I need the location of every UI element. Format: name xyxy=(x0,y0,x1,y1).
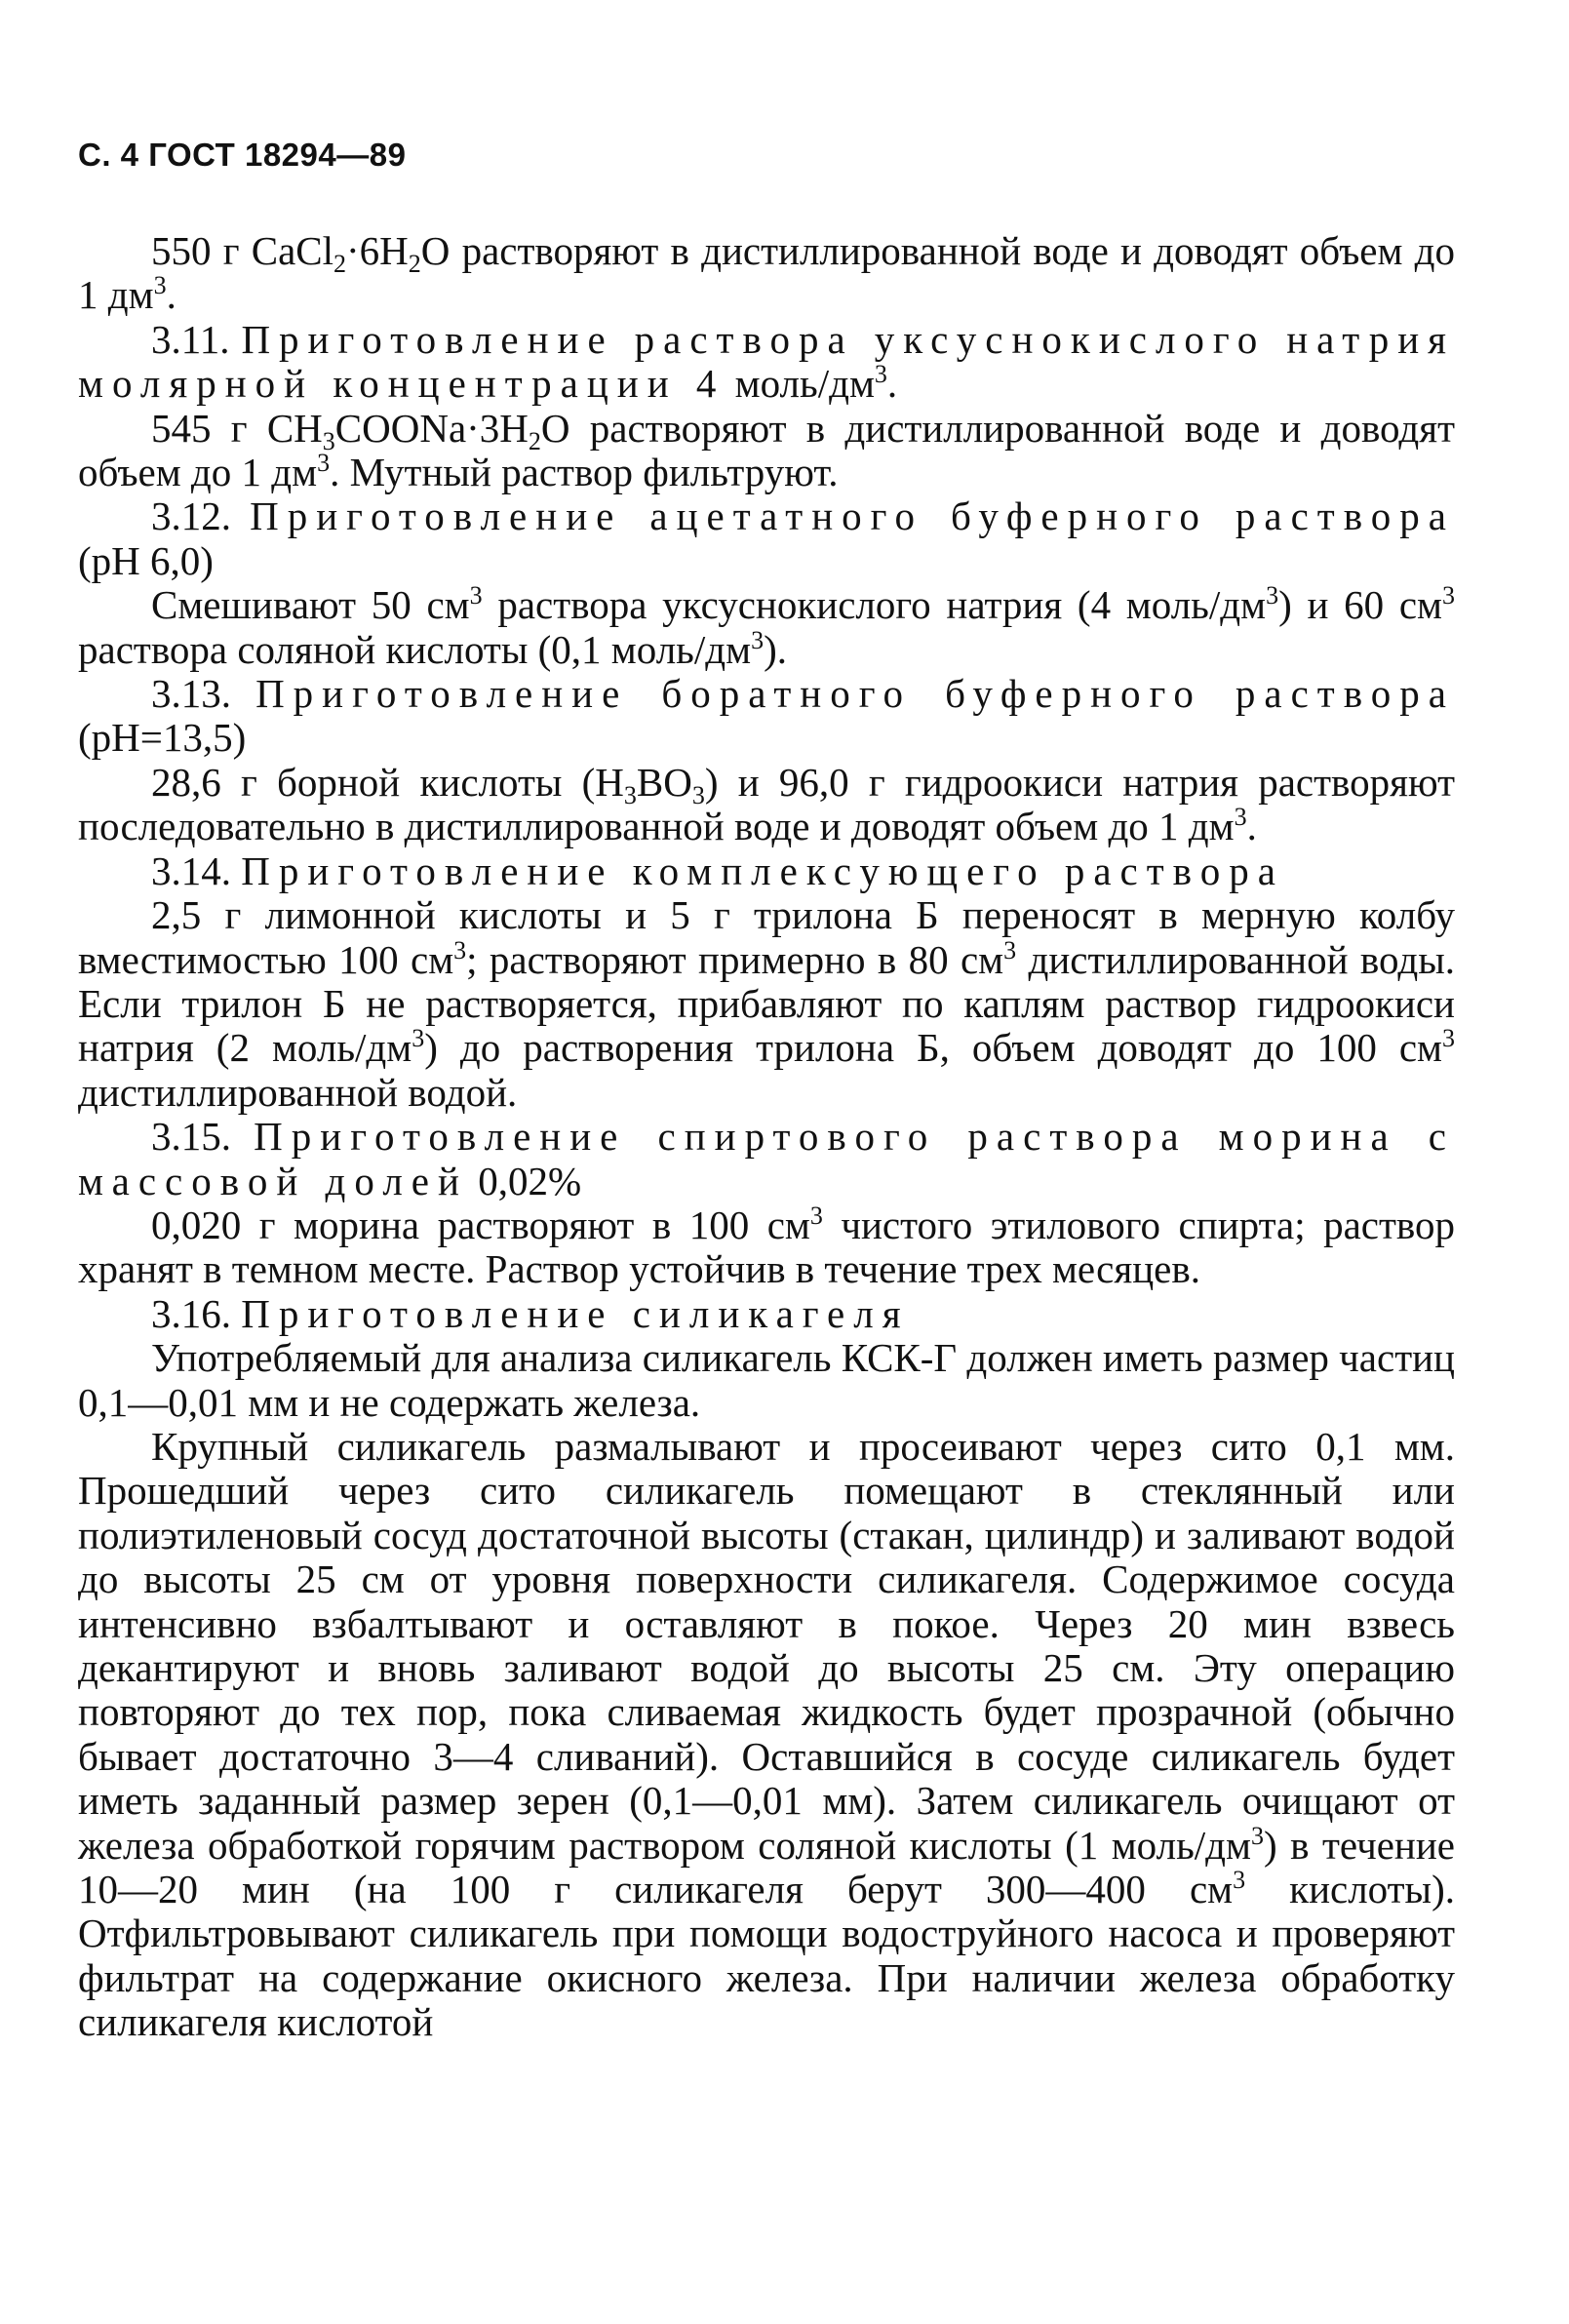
section-3-13-heading xyxy=(78,672,1455,761)
text-run: Смешивают 50 см xyxy=(151,582,470,628)
subscript: 3 xyxy=(623,780,637,809)
page-header: С. 4 ГОСТ 18294—89 xyxy=(78,137,407,173)
subscript: 2 xyxy=(408,250,421,278)
superscript: 3 xyxy=(412,1024,425,1053)
text-run: BO xyxy=(636,759,692,805)
paragraph-acetate-buffer xyxy=(78,583,1455,672)
text-run: ). xyxy=(764,626,787,672)
superscript: 3 xyxy=(153,271,167,300)
text-run: дистиллированной водой. xyxy=(78,1069,518,1115)
superscript: 3 xyxy=(874,360,887,389)
text-run: 0,02% xyxy=(467,1158,582,1203)
section-title: Приготовление раствора уксуснокислого натрия молярной концентрации 4 xyxy=(78,316,1455,407)
section-number: 3.12. xyxy=(151,493,231,539)
text-run: O растворяют в дистиллированной воде и доводят объем до 1 дм xyxy=(78,405,1455,495)
text-run: Крупный силикагель размалывают и просеивают через сито 0,1 мм. Прошедший через сито силикагель помещают в стеклянный или полиэтиленовый сосуд достаточной высоты (стакан, цилиндр) и заливают водой до высоты 25 см от уровня поверхности силикагеля. Содержимое сосуда интенсивно взбалтывают и оставляют в покое. Через 20 мин взвесь декантируют и вновь заливают водой до высоты 25 см. Эту операцию повторяют до тех пор, пока сливаемая жидкость будет прозрачной (обычно бывает достаточно 3—4 сливаний). Оставшийся в сосуде силикагель будет иметь заданный размер зерен (0,1—0,01 мм). Затем силикагель очищают от железа обработкой горячим раствором соляной кислоты (1 моль/дм xyxy=(78,1423,1455,1868)
subscript: 2 xyxy=(333,250,346,278)
superscript: 3 xyxy=(751,625,765,654)
section-number: 3.16. xyxy=(151,1290,231,1336)
text-run: моль/дм xyxy=(725,361,875,407)
text-run: 545 г CH xyxy=(151,405,323,451)
document-body xyxy=(78,229,1455,2045)
text-run: 28,6 г борной кислоты (H xyxy=(151,759,624,805)
text-run: 550 г CaCl xyxy=(151,228,333,273)
section-3-14-heading xyxy=(78,849,1455,893)
paragraph-cacl2 xyxy=(78,229,1455,318)
section-title: Приготовление силикагеля xyxy=(241,1290,910,1336)
superscript: 3 xyxy=(1442,581,1455,611)
paragraph-complexing-solution xyxy=(78,893,1455,1115)
text-run: ; растворяют примерно в 80 см xyxy=(466,936,1004,982)
text-run: ) и 60 см xyxy=(1278,582,1442,628)
section-title: Приготовление боратного буферного раствора xyxy=(255,671,1455,717)
text-run: дистиллированной воды. Если трилон Б не растворяется, прибавляют по каплям раствор гидроокиси натрия (2 моль/дм xyxy=(78,936,1455,1071)
text-run: раствора соляной кислоты (0,1 моль/дм xyxy=(78,626,752,672)
superscript: 3 xyxy=(809,1201,823,1230)
text-run: . Мутный раствор фильтруют. xyxy=(330,450,839,495)
text-run: ) до растворения трилона Б, объем доводят до 100 см xyxy=(424,1025,1442,1071)
superscript: 3 xyxy=(453,935,467,965)
superscript: 3 xyxy=(1003,935,1017,965)
text-run: (pH=13,5) xyxy=(78,715,247,761)
text-run: . xyxy=(886,361,898,407)
subscript: 3 xyxy=(322,426,335,455)
paragraph-sodium-acetate xyxy=(78,407,1455,495)
section-3-11-heading xyxy=(78,318,1455,407)
superscript: 3 xyxy=(317,449,331,478)
text-run: (pH 6,0) xyxy=(78,537,214,583)
text-run: чистого этилового спирта; раствор хранят в темном месте. Раствор устойчив в течение трех месяцев. xyxy=(78,1201,1455,1292)
section-number: 3.11. xyxy=(151,316,230,362)
text-run: 2,5 г лимонной кислоты и 5 г трилона Б переносят в мерную колбу вместимостью 100 см xyxy=(78,892,1455,982)
text-run: раствора уксуснокислого натрия (4 моль/дм xyxy=(482,582,1267,628)
paragraph-borate-buffer xyxy=(78,761,1455,849)
section-title: Приготовление спиртового раствора морина с массовой долей xyxy=(78,1114,1456,1203)
section-title: Приготовление комплексующего раствора xyxy=(241,847,1284,893)
subscript: 2 xyxy=(528,426,541,455)
text-run: 0,020 г морина растворяют в 100 см xyxy=(151,1201,810,1247)
superscript: 3 xyxy=(1251,1821,1264,1850)
text-run: . xyxy=(1246,804,1257,849)
superscript: 3 xyxy=(1234,803,1247,832)
paragraph-silica-gel-spec: Употребляемый для анализа силикагель КСК-Г должен иметь размер частиц 0,1—0,01 мм и не содержать железа. xyxy=(78,1335,1455,1425)
text-run: ) и 96,0 г гидроокиси натрия растворяют последовательно в дистиллированной воде и доводят объем до 1 дм xyxy=(78,759,1455,849)
superscript: 3 xyxy=(1442,1024,1455,1053)
paragraph-morin-solution xyxy=(78,1203,1455,1292)
text-run: O растворяют в дистиллированной воде и доводят объем до 1 дм xyxy=(78,228,1455,318)
subscript: 3 xyxy=(691,780,705,809)
section-3-12-heading xyxy=(78,494,1455,583)
section-number: 3.15. xyxy=(151,1114,231,1160)
text-run: COONa·3H xyxy=(334,405,529,451)
section-title: Приготовление ацетатного буферного раствора xyxy=(250,493,1456,539)
section-number: 3.13. xyxy=(151,671,231,717)
superscript: 3 xyxy=(1266,581,1279,611)
text-run: ) в течение 10—20 мин (на 100 г силикагеля берут 300—400 см xyxy=(78,1822,1455,1912)
superscript: 3 xyxy=(469,581,483,611)
section-number: 3.14. xyxy=(151,847,231,893)
text-run: ·6H xyxy=(346,228,409,273)
superscript: 3 xyxy=(1233,1866,1246,1895)
text-run: . xyxy=(166,272,177,318)
section-3-15-heading xyxy=(78,1115,1455,1203)
paragraph-silica-gel-procedure xyxy=(78,1425,1455,2045)
section-3-16-heading xyxy=(78,1292,1455,1336)
text-run: кислоты). Отфильтровывают силикагель при помощи водоструйного насоса и проверяют фильтрат на содержание окисного железа. При наличии железа обработку силикагеля кислотой xyxy=(78,1867,1455,2045)
